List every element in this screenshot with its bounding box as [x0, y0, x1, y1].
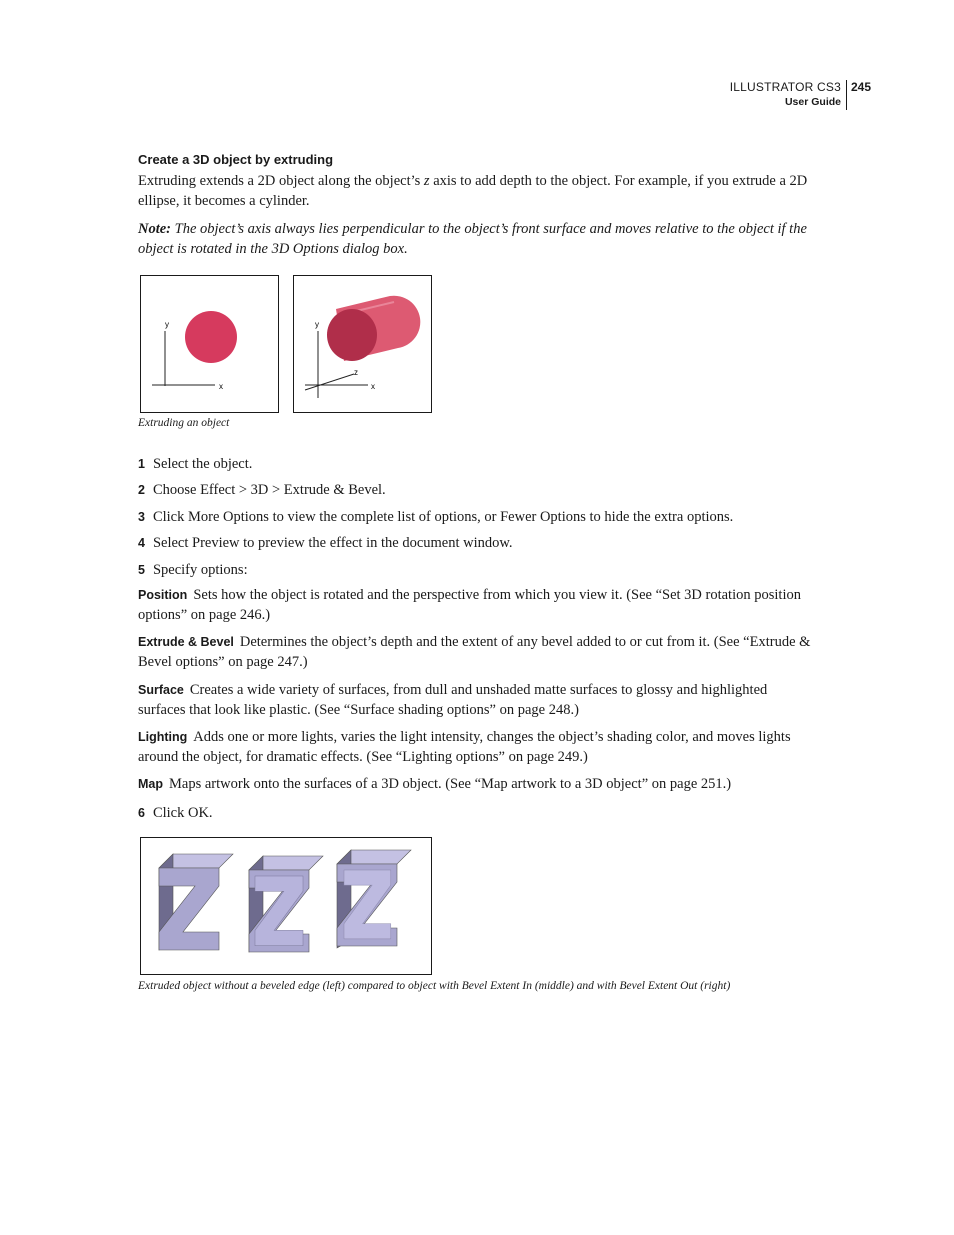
step-6: [138, 804, 213, 823]
step-text: Choose Effect > 3D > Extrude & Bevel.: [152, 482, 386, 498]
step-text: Select the object.: [152, 456, 253, 472]
option-extrude-bevel: [138, 633, 818, 672]
x-axis-label: x: [371, 382, 375, 391]
running-header-subtitle: User Guide: [784, 96, 841, 108]
option-term: Position: [138, 588, 188, 602]
intro-axis: z: [423, 173, 430, 189]
step-5: [138, 561, 248, 580]
intro-text-1: Extruding extends a 2D object along the object’s: [138, 173, 424, 189]
z-bevel-in: [249, 856, 323, 952]
intro-text-2: axis to add depth to the object. For example, if you extrude a 2D ellipse, it becomes a cylinder.: [138, 173, 808, 209]
step-number: 2: [138, 483, 145, 497]
option-surface: [138, 681, 818, 720]
step-text: Click OK.: [152, 805, 213, 821]
option-term: Extrude & Bevel: [138, 635, 234, 649]
option-text: Adds one or more lights, varies the light intensity, changes the object’s shading color, and moves lights around the object, for dramatic effects. (See “Lighting options” on page 249.): [138, 729, 791, 765]
step-number: 3: [138, 510, 145, 524]
figure2-caption: Extruded object without a beveled edge (left) compared to object with Bevel Extent In (middle) and with Bevel Extent Out (right): [138, 980, 731, 992]
option-position: [138, 586, 818, 625]
circle-illustration: [141, 276, 278, 412]
option-text: Maps artwork onto the surfaces of a 3D object. (See “Map artwork to a 3D object” on page 251.): [169, 776, 732, 792]
step-3: [138, 508, 733, 527]
step-text: Select Preview to preview the effect in the document window.: [152, 535, 513, 551]
figure1-caption: Extruding an object: [138, 417, 230, 429]
option-term: Lighting: [138, 730, 188, 744]
circle-shape: [185, 311, 237, 363]
section-heading: Create a 3D object by extruding: [138, 152, 334, 167]
step-2: [138, 481, 386, 500]
page-number: 245: [851, 80, 872, 94]
cylinder-front-face: [327, 309, 377, 361]
step-number: 1: [138, 457, 145, 471]
step-number: 5: [138, 563, 145, 577]
z-axis-line: [305, 374, 354, 390]
running-header-title: ILLUSTRATOR CS3: [729, 80, 841, 94]
option-map: [138, 775, 818, 795]
figure-extruded-cylinder: [293, 275, 432, 413]
step-number: 6: [138, 806, 145, 820]
intro-paragraph: [138, 172, 818, 211]
step-text: Specify options:: [152, 562, 248, 578]
step-1: [138, 455, 252, 474]
step-4: [138, 534, 513, 553]
note-paragraph: [138, 220, 818, 259]
figure-extruded-z-comparison: [140, 837, 432, 975]
z-letters-illustration: [141, 838, 431, 974]
y-axis-label: y: [315, 320, 319, 329]
cylinder-illustration: [294, 276, 431, 412]
option-lighting: [138, 728, 818, 767]
x-axis-label: x: [219, 382, 223, 391]
z-bevel-out: [337, 850, 411, 948]
option-term: Surface: [138, 683, 184, 697]
step-number: 4: [138, 536, 145, 550]
step-text: Click More Options to view the complete list of options, or Fewer Options to hide the extra options.: [152, 509, 734, 525]
z-axis-label: z: [354, 368, 358, 377]
y-axis-label: y: [165, 320, 169, 329]
note-label: Note:: [138, 221, 172, 237]
option-term: Map: [138, 777, 163, 791]
header-divider: [846, 80, 847, 110]
option-text: Determines the object’s depth and the extent of any bevel added to or cut from it. (See “Extrude & Bevel options” on page 247.): [138, 634, 811, 670]
option-text: Creates a wide variety of surfaces, from dull and unshaded matte surfaces to glossy and highlighted surfaces that look like plastic. (See “Surface shading options” on page 248.): [138, 682, 768, 718]
note-text: The object’s axis always lies perpendicular to the object’s front surface and moves relative to the object if the object is rotated in the 3D Options dialog box.: [138, 221, 807, 257]
z-no-bevel: [159, 854, 233, 950]
figure-2d-circle: [140, 275, 279, 413]
option-text: Sets how the object is rotated and the perspective from which you view it. (See “Set 3D rotation position options” on page 246.): [138, 587, 801, 623]
